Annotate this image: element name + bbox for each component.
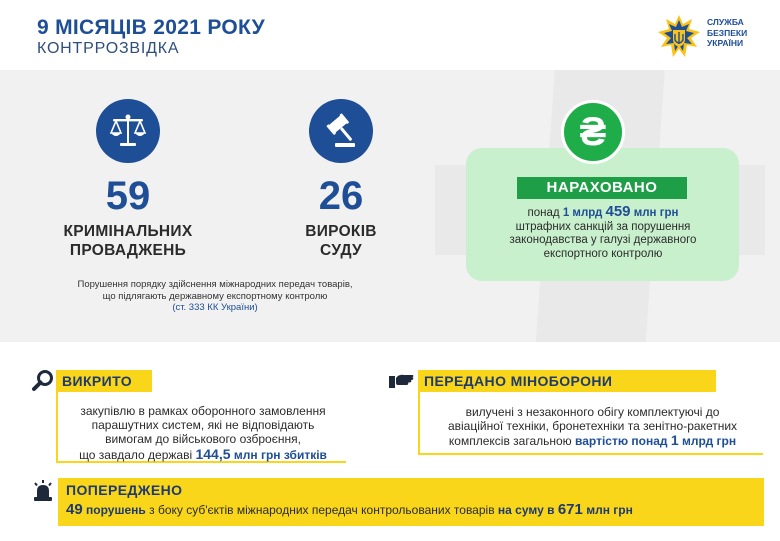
proceedings-label: КРИМІНАЛЬНИХ ПРОВАДЖЕНЬ xyxy=(63,223,193,259)
sbu-emblem-icon xyxy=(657,14,701,58)
gavel-icon-circle xyxy=(309,99,373,163)
transferred-bracket-bottom xyxy=(418,453,763,455)
verdicts-label: ВИРОКІВ СУДУ xyxy=(305,223,377,259)
transferred-text: вилучені з незаконного обігу комплектуючі до авіаційної техніки, бронетехніки та зенітно-ракетних комплексів загальною вартістю понад 1 млрд грн xyxy=(447,405,738,449)
transferred-title: ПЕРЕДАНО МІНОБОРОНИ xyxy=(418,370,716,392)
accrued-text: понад 1 млрд 459 млн грн штрафних санкцій за порушення законодавства у галузі державного експортного контролю xyxy=(509,203,697,260)
note-text: Порушення порядку здійснення міжнародних передач товарів, що підлягають державному експортному контролю (ст. 333 КК України) xyxy=(40,279,390,314)
prevented-title: ПОПЕРЕДЖЕНО xyxy=(66,482,183,498)
magnifier-icon xyxy=(30,368,56,394)
proceedings-count: 59 xyxy=(105,174,151,218)
scales-icon-circle xyxy=(96,99,160,163)
verdicts-count: 26 xyxy=(318,174,364,218)
siren-icon xyxy=(30,478,56,504)
hryvnia-icon: ₴ xyxy=(561,100,625,164)
page-subtitle: КОНТРРОЗВІДКА xyxy=(37,40,180,57)
law-reference: (ст. 333 КК України) xyxy=(172,302,258,313)
exposed-text: закупівлю в рамках оборонного замовлення парашутних систем, які не відповідають вимогам до військового озброєння, що завдало державі 144,5 млн грн збитків xyxy=(79,404,327,462)
prevented-text: 49 порушень з боку суб'єктів міжнародних передач контрольованих товарів на суму в 671 млн грн xyxy=(66,501,633,518)
page-title: 9 МІСЯЦІВ 2021 РОКУ xyxy=(37,16,265,39)
handover-icon xyxy=(388,368,414,394)
gavel-icon xyxy=(321,112,361,150)
accrued-badge: НАРАХОВАНО xyxy=(517,177,687,199)
exposed-title: ВИКРИТО xyxy=(56,370,152,392)
logo-text: СЛУЖБА БЕЗПЕКИ УКРАЇНИ xyxy=(707,17,748,48)
scales-icon xyxy=(108,113,148,149)
